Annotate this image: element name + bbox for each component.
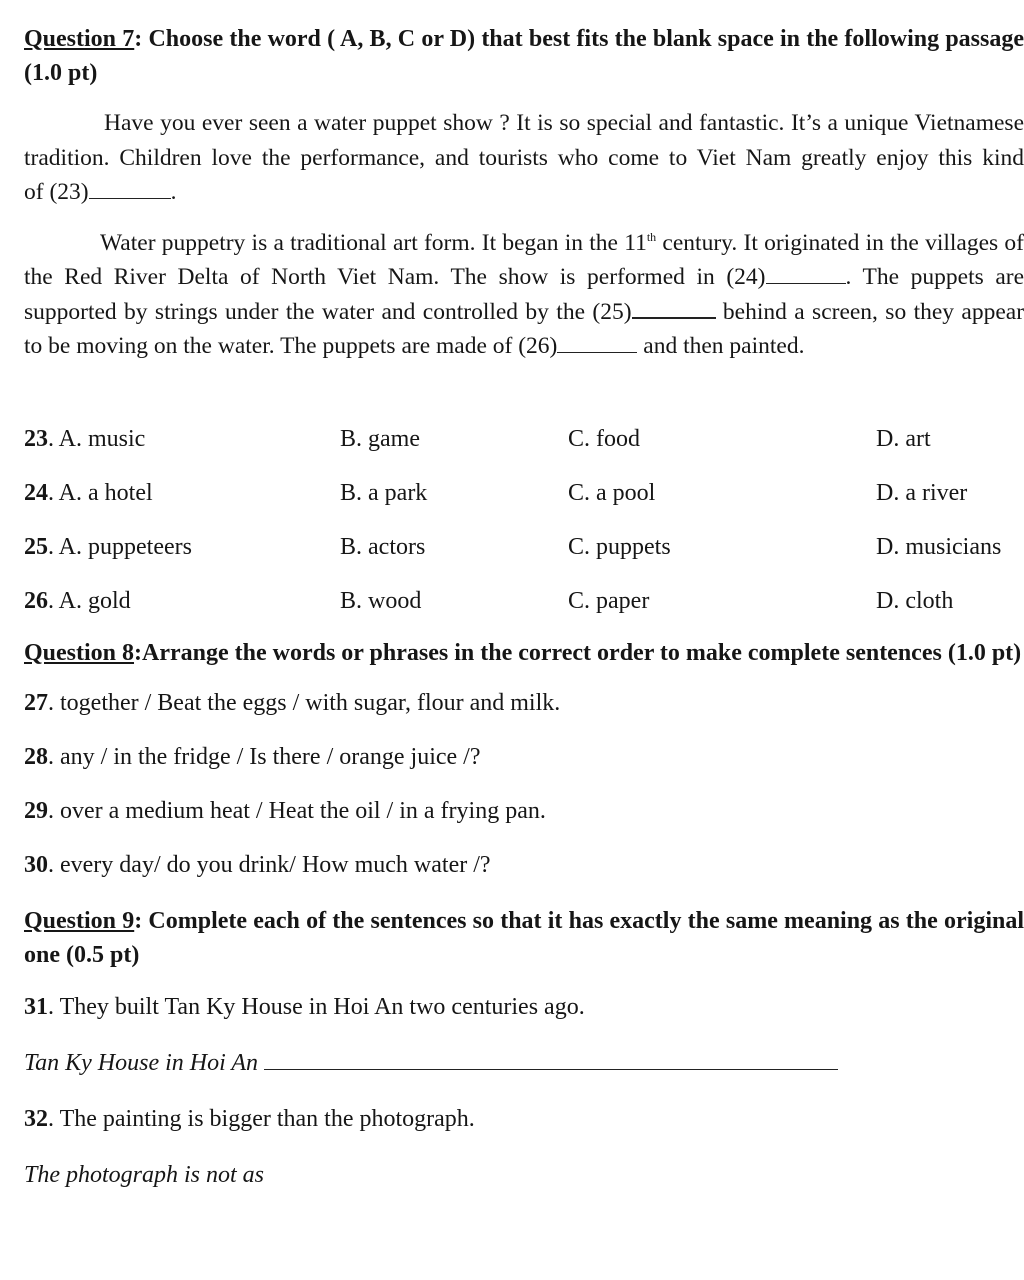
item-number: 25 [24, 533, 48, 560]
option-26-b[interactable]: B. wood [340, 587, 422, 614]
arrange-text: . any / in the fridge / Is there / orange juice /? [48, 743, 481, 770]
option-25-d[interactable]: D. musicians [876, 533, 1002, 560]
item-number: 28 [24, 743, 48, 770]
passage-text-2e: and then painted. [637, 333, 805, 359]
passage-period: . [170, 179, 177, 205]
rewrite-prompt-32 [24, 1160, 1024, 1200]
option-23-a[interactable] [24, 424, 145, 454]
blank-25-line[interactable] [632, 299, 716, 319]
option-25-b[interactable]: B. actors [340, 533, 426, 560]
passage-text-1: Have you ever seen a water puppet show ? It is so special and fantastic. It’s a unique Vietnamese tradition. Children love the performance, and tourists who come to Viet Nam greatly enjoy this kind of [24, 110, 1024, 205]
answer-line-31[interactable] [264, 1055, 838, 1070]
option-24-c[interactable]: C. a pool [568, 479, 656, 506]
passage-text-2c: . The puppets are supported by strings under the water and controlled by the [24, 264, 1024, 325]
rewrite-list [24, 992, 1024, 1200]
blank-25-label: (25) [592, 298, 632, 325]
option-24-a[interactable] [24, 478, 153, 508]
question-7-number: Question 7 [24, 26, 135, 52]
rewrite-prompt-31 [24, 1048, 1024, 1104]
option-25-c[interactable]: C. puppets [568, 533, 671, 560]
question-8-number: Question 8 [24, 639, 135, 666]
options-list [24, 424, 1024, 640]
item-number: 23 [24, 425, 48, 452]
option-24-d[interactable]: D. a river [876, 479, 968, 506]
item-number: 24 [24, 479, 48, 506]
option-23-c[interactable]: C. food [568, 425, 640, 452]
blank-23-label: (23) [49, 179, 89, 205]
question-7-instruction: : Choose the word ( A, B, C or D) that best fits the blank space in the following passage (1.0 pt) [24, 26, 1024, 86]
item-number: 29 [24, 797, 48, 824]
arrange-item-27 [24, 688, 1024, 742]
option-24-b[interactable]: B. a park [340, 479, 428, 506]
option-text: . A. gold [48, 587, 131, 614]
arrange-text: . over a medium heat / Heat the oil / in a frying pan. [48, 797, 546, 824]
option-text: . A. music [48, 425, 146, 452]
passage-text-2b: century. It originated in the villages of the Red River Delta of North Viet Nam. The show is performed in [24, 229, 1024, 290]
arrange-text: . together / Beat the eggs / with sugar, flour and milk. [48, 689, 561, 716]
rewrite-item-32 [24, 1104, 1024, 1160]
passage-paragraph-2 [24, 226, 1024, 364]
blank-26-label: (26) [518, 333, 558, 359]
item-number: 26 [24, 587, 48, 614]
rewrite-prompt-text: The photograph is not as [24, 1161, 265, 1188]
question-9-instruction: : Complete each of the sentences so that it has exactly the same meaning as the original one (0.5 pt) [24, 907, 1024, 968]
item-number: 27 [24, 689, 48, 716]
option-25-a[interactable] [24, 532, 192, 562]
item-number: 30 [24, 851, 48, 878]
rewrite-original: . The painting is bigger than the photograph. [48, 1105, 475, 1132]
ordinal-suffix: th [646, 229, 657, 244]
rewrite-prompt-text: Tan Ky House in Hoi An [24, 1049, 259, 1076]
option-26-a[interactable] [24, 586, 131, 616]
rewrite-item-31 [24, 992, 1024, 1048]
arrange-item-28 [24, 742, 1024, 796]
question-8-instruction: :Arrange the words or phrases in the correct order to make complete sentences (1.0 pt) [134, 639, 1022, 666]
question-9-heading [24, 904, 1024, 972]
rewrite-original: . They built Tan Ky House in Hoi An two centuries ago. [48, 993, 585, 1020]
passage-text-2a: Water puppetry is a traditional art form. It began in the 11 [100, 229, 647, 256]
question-8-heading [24, 636, 1024, 670]
option-23-b[interactable]: B. game [340, 425, 420, 452]
blank-24-line[interactable] [766, 265, 846, 284]
question-7-heading [24, 22, 1024, 90]
arrange-item-29 [24, 796, 1024, 850]
passage-text-2d: behind a screen, so they appear to be moving on the water. The puppets are made of [24, 298, 1024, 359]
options-row-23 [24, 424, 1024, 478]
blank-23-line[interactable] [89, 180, 171, 199]
options-row-25 [24, 532, 1024, 586]
arrange-item-30 [24, 850, 1024, 904]
passage-paragraph-1 [24, 106, 1024, 210]
arrange-list [24, 688, 1024, 904]
options-row-24 [24, 478, 1024, 532]
option-text: . A. a hotel [48, 479, 153, 506]
item-number: 31 [24, 993, 48, 1020]
option-26-d[interactable]: D. cloth [876, 587, 954, 614]
question-9-number: Question 9 [24, 907, 135, 934]
blank-24-label: (24) [726, 264, 766, 290]
worksheet-page [24, 22, 1024, 1200]
option-26-c[interactable]: C. paper [568, 587, 650, 614]
option-23-d[interactable]: D. art [876, 425, 931, 452]
item-number: 32 [24, 1105, 48, 1132]
options-row-26 [24, 586, 1024, 640]
blank-26-line[interactable] [557, 334, 637, 353]
option-text: . A. puppeteers [48, 533, 192, 560]
arrange-text: . every day/ do you drink/ How much water /? [48, 851, 491, 878]
